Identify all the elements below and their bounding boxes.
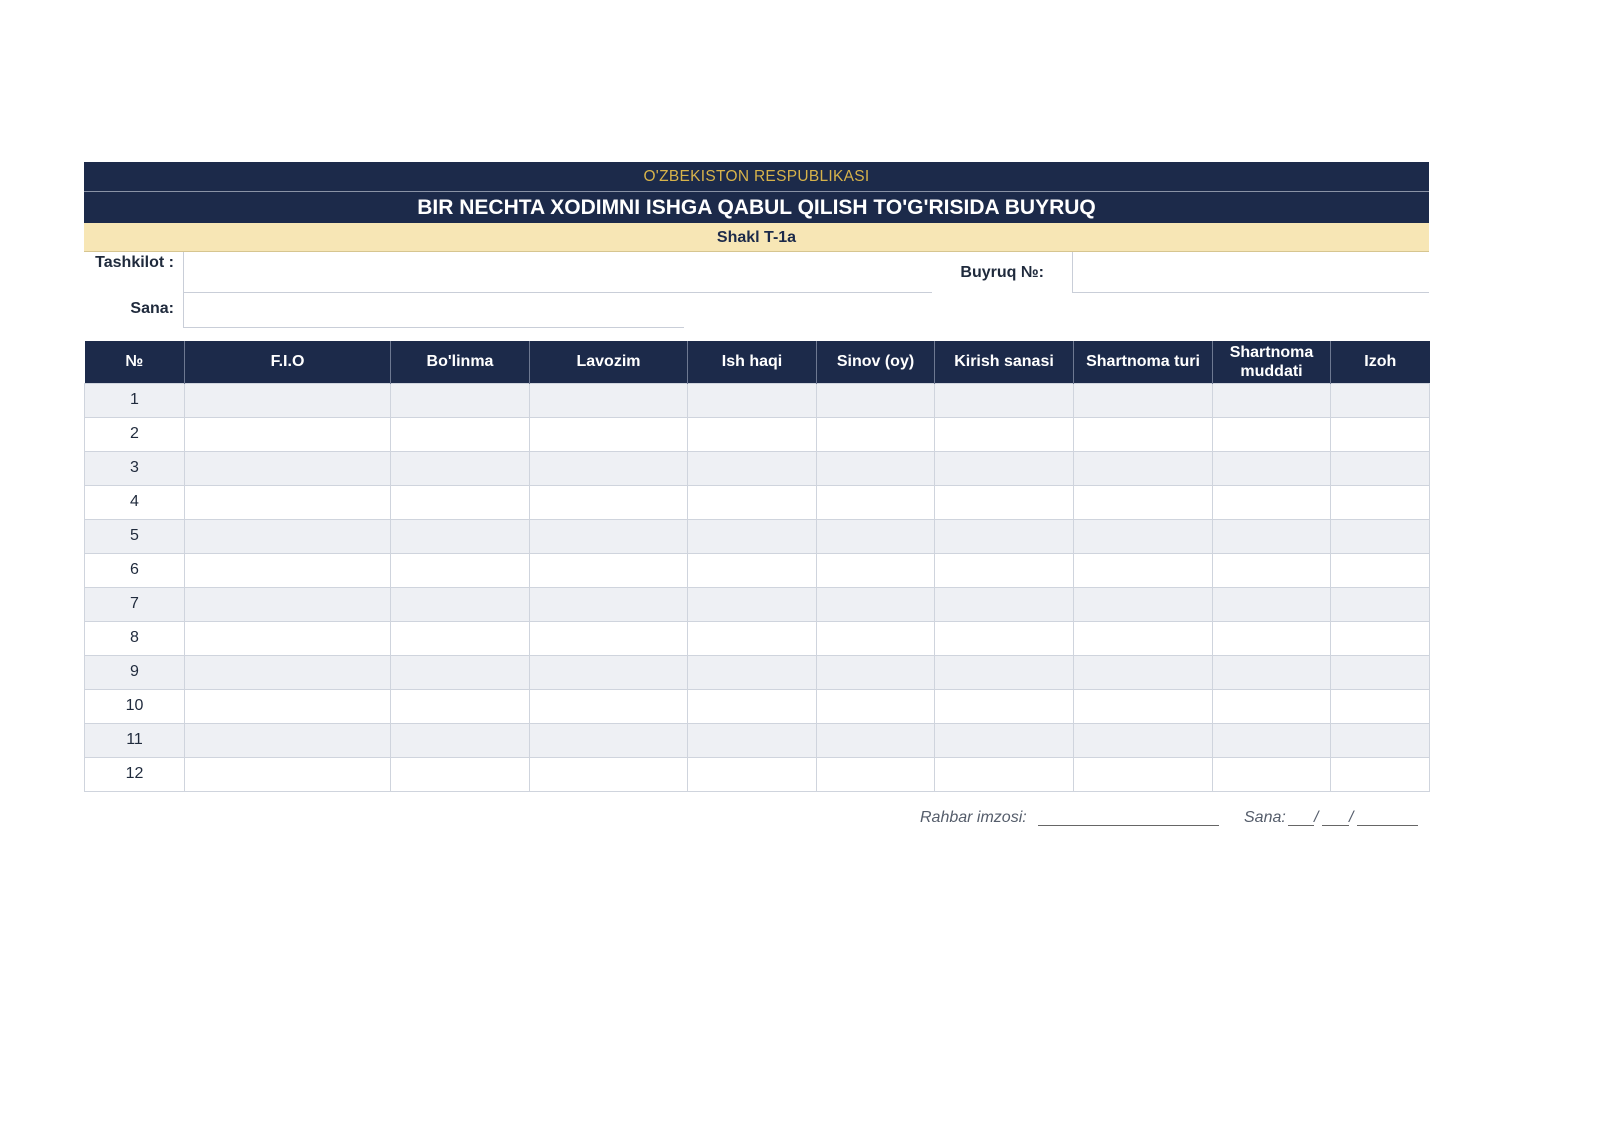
number-cell: 8	[85, 621, 185, 655]
probation-cell[interactable]	[817, 655, 935, 689]
number-cell: 6	[85, 553, 185, 587]
number-cell: 12	[85, 757, 185, 791]
form-code: Shakl T-1a	[84, 223, 1429, 252]
table-row	[85, 723, 1430, 757]
full-name-cell[interactable]	[185, 655, 391, 689]
department-cell[interactable]	[391, 757, 530, 791]
column-header-number: №	[85, 341, 185, 383]
table-body	[85, 383, 1430, 791]
start-date-cell[interactable]	[935, 757, 1074, 791]
note-cell[interactable]	[1331, 485, 1430, 519]
number-cell: 3	[85, 451, 185, 485]
contract-term-cell[interactable]	[1213, 689, 1331, 723]
contract-term-cell[interactable]	[1213, 553, 1331, 587]
table-row	[85, 383, 1430, 417]
footer-date-separator: /	[1314, 809, 1319, 826]
note-cell[interactable]	[1331, 417, 1430, 451]
department-cell[interactable]	[391, 655, 530, 689]
note-cell[interactable]	[1331, 689, 1430, 723]
contract-type-cell[interactable]	[1074, 689, 1213, 723]
probation-cell[interactable]	[817, 723, 935, 757]
table-row	[85, 451, 1430, 485]
footer-date-year-line[interactable]	[1357, 825, 1418, 826]
date-field[interactable]	[183, 293, 684, 328]
contract-type-cell[interactable]	[1074, 723, 1213, 757]
table-row	[85, 485, 1430, 519]
meta-section	[84, 252, 1429, 341]
contract-term-cell[interactable]	[1213, 757, 1331, 791]
table-row	[85, 655, 1430, 689]
probation-cell[interactable]	[817, 757, 935, 791]
contract-type-cell[interactable]	[1074, 655, 1213, 689]
note-cell[interactable]	[1331, 451, 1430, 485]
contract-term-cell[interactable]	[1213, 383, 1331, 417]
table-row	[85, 417, 1430, 451]
probation-cell[interactable]	[817, 621, 935, 655]
probation-cell[interactable]	[817, 587, 935, 621]
full-name-cell[interactable]	[185, 689, 391, 723]
table-row	[85, 757, 1430, 791]
number-cell: 10	[85, 689, 185, 723]
start-date-cell[interactable]	[935, 621, 1074, 655]
salary-cell[interactable]	[688, 553, 817, 587]
footer-date-day-line[interactable]	[1288, 825, 1314, 826]
date-label: Sana:	[130, 300, 174, 317]
note-cell[interactable]	[1331, 621, 1430, 655]
department-cell[interactable]	[391, 417, 530, 451]
note-cell[interactable]	[1331, 519, 1430, 553]
number-cell: 11	[85, 723, 185, 757]
start-date-cell[interactable]	[935, 655, 1074, 689]
probation-cell[interactable]	[817, 689, 935, 723]
number-cell: 2	[85, 417, 185, 451]
employees-table	[84, 341, 1430, 792]
column-header-salary: Ish haqi	[688, 341, 817, 383]
department-cell[interactable]	[391, 689, 530, 723]
start-date-cell[interactable]	[935, 723, 1074, 757]
full-name-cell[interactable]	[185, 519, 391, 553]
signature-footer	[84, 809, 1429, 831]
position-cell[interactable]	[530, 689, 688, 723]
column-header-note: Izoh	[1331, 341, 1430, 383]
country-banner: O'ZBEKISTON RESPUBLIKASI	[84, 162, 1429, 192]
contract-term-cell[interactable]	[1213, 519, 1331, 553]
note-cell[interactable]	[1331, 587, 1430, 621]
start-date-cell[interactable]	[935, 553, 1074, 587]
footer-date-separator: /	[1349, 809, 1354, 826]
department-cell[interactable]	[391, 553, 530, 587]
contract-term-cell[interactable]	[1213, 655, 1331, 689]
number-cell: 1	[85, 383, 185, 417]
order-number-label: Buyruq №:	[960, 264, 1044, 281]
contract-type-cell[interactable]	[1074, 519, 1213, 553]
probation-cell[interactable]	[817, 383, 935, 417]
department-cell[interactable]	[391, 383, 530, 417]
signature-line[interactable]	[1038, 825, 1219, 826]
probation-cell[interactable]	[817, 451, 935, 485]
full-name-cell[interactable]	[185, 723, 391, 757]
table-row	[85, 689, 1430, 723]
organization-label: Tashkilot :	[95, 254, 174, 271]
position-cell[interactable]	[530, 723, 688, 757]
start-date-cell[interactable]	[935, 451, 1074, 485]
salary-cell[interactable]	[688, 757, 817, 791]
order-number-field[interactable]	[1072, 252, 1429, 293]
start-date-cell[interactable]	[935, 519, 1074, 553]
column-header-position: Lavozim	[530, 341, 688, 383]
position-cell[interactable]	[530, 417, 688, 451]
position-cell[interactable]	[530, 519, 688, 553]
order-form	[84, 162, 1429, 826]
full-name-cell[interactable]	[185, 451, 391, 485]
contract-term-cell[interactable]	[1213, 485, 1331, 519]
contract-term-cell[interactable]	[1213, 723, 1331, 757]
number-cell: 4	[85, 485, 185, 519]
salary-cell[interactable]	[688, 485, 817, 519]
department-cell[interactable]	[391, 587, 530, 621]
organization-field[interactable]	[183, 252, 932, 293]
column-header-contract-type: Shartnoma turi	[1074, 341, 1213, 383]
table-row	[85, 553, 1430, 587]
full-name-cell[interactable]	[185, 417, 391, 451]
position-cell[interactable]	[530, 383, 688, 417]
footer-date-label: Sana:	[1244, 809, 1286, 826]
number-cell: 5	[85, 519, 185, 553]
position-cell[interactable]	[530, 621, 688, 655]
contract-type-cell[interactable]	[1074, 621, 1213, 655]
column-header-contract-term: Shartnoma muddati	[1213, 341, 1331, 383]
salary-cell[interactable]	[688, 587, 817, 621]
table-row	[85, 519, 1430, 553]
start-date-cell[interactable]	[935, 485, 1074, 519]
column-header-start-date: Kirish sanasi	[935, 341, 1074, 383]
note-cell[interactable]	[1331, 757, 1430, 791]
position-cell[interactable]	[530, 587, 688, 621]
department-cell[interactable]	[391, 451, 530, 485]
department-cell[interactable]	[391, 621, 530, 655]
full-name-cell[interactable]	[185, 587, 391, 621]
start-date-cell[interactable]	[935, 417, 1074, 451]
number-cell: 7	[85, 587, 185, 621]
probation-cell[interactable]	[817, 553, 935, 587]
department-cell[interactable]	[391, 519, 530, 553]
contract-type-cell[interactable]	[1074, 451, 1213, 485]
column-header-department: Bo'linma	[391, 341, 530, 383]
salary-cell[interactable]	[688, 621, 817, 655]
number-cell: 9	[85, 655, 185, 689]
start-date-cell[interactable]	[935, 587, 1074, 621]
position-cell[interactable]	[530, 485, 688, 519]
table-row	[85, 587, 1430, 621]
salary-cell[interactable]	[688, 417, 817, 451]
full-name-cell[interactable]	[185, 485, 391, 519]
contract-term-cell[interactable]	[1213, 621, 1331, 655]
full-name-cell[interactable]	[185, 621, 391, 655]
note-cell[interactable]	[1331, 655, 1430, 689]
salary-cell[interactable]	[688, 689, 817, 723]
contract-term-cell[interactable]	[1213, 417, 1331, 451]
contract-type-cell[interactable]	[1074, 417, 1213, 451]
contract-term-cell[interactable]	[1213, 451, 1331, 485]
start-date-cell[interactable]	[935, 689, 1074, 723]
full-name-cell[interactable]	[185, 553, 391, 587]
full-name-cell[interactable]	[185, 383, 391, 417]
salary-cell[interactable]	[688, 519, 817, 553]
position-cell[interactable]	[530, 553, 688, 587]
footer-date-month-line[interactable]	[1322, 825, 1349, 826]
note-cell[interactable]	[1331, 723, 1430, 757]
column-header-probation: Sinov (oy)	[817, 341, 935, 383]
note-cell[interactable]	[1331, 553, 1430, 587]
contract-type-cell[interactable]	[1074, 757, 1213, 791]
table-row	[85, 621, 1430, 655]
document-title: BIR NECHTA XODIMNI ISHGA QABUL QILISH TO'G'RISIDA BUYRUQ	[84, 192, 1429, 223]
start-date-cell[interactable]	[935, 383, 1074, 417]
full-name-cell[interactable]	[185, 757, 391, 791]
column-header-full-name: F.I.O	[185, 341, 391, 383]
table-header-row	[85, 341, 1430, 383]
position-cell[interactable]	[530, 757, 688, 791]
probation-cell[interactable]	[817, 519, 935, 553]
contract-type-cell[interactable]	[1074, 383, 1213, 417]
salary-cell[interactable]	[688, 451, 817, 485]
department-cell[interactable]	[391, 723, 530, 757]
signature-label: Rahbar imzosi:	[920, 809, 1027, 826]
note-cell[interactable]	[1331, 383, 1430, 417]
salary-cell[interactable]	[688, 383, 817, 417]
department-cell[interactable]	[391, 485, 530, 519]
contract-type-cell[interactable]	[1074, 553, 1213, 587]
position-cell[interactable]	[530, 451, 688, 485]
salary-cell[interactable]	[688, 723, 817, 757]
contract-type-cell[interactable]	[1074, 485, 1213, 519]
contract-term-cell[interactable]	[1213, 587, 1331, 621]
contract-type-cell[interactable]	[1074, 587, 1213, 621]
probation-cell[interactable]	[817, 417, 935, 451]
probation-cell[interactable]	[817, 485, 935, 519]
salary-cell[interactable]	[688, 655, 817, 689]
position-cell[interactable]	[530, 655, 688, 689]
